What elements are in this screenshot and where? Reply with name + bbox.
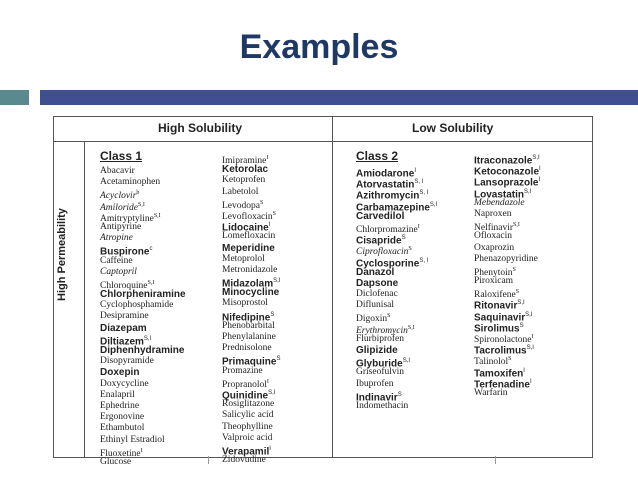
drug-item [474, 198, 541, 209]
drug-item [474, 377, 541, 391]
drug-name: Quinidine [222, 390, 269, 402]
drug-name: Spironolactone [474, 335, 532, 346]
drug-name: Atorvastatin [356, 179, 415, 191]
drug-item [222, 243, 280, 254]
drug-item [100, 446, 186, 457]
drug-item [100, 435, 186, 446]
drug-superscript: I [140, 447, 143, 454]
drug-superscript: I [266, 378, 269, 385]
drug-superscript: S,I [138, 201, 145, 208]
drug-name: Propranolol [222, 379, 267, 390]
drug-superscript: b [136, 190, 140, 197]
drug-name: Danazol [356, 266, 395, 278]
bcs-table [53, 116, 593, 467]
drug-name: Diphenhydramine [100, 345, 185, 356]
drug-name: Mebendazole [474, 197, 525, 208]
drug-superscript: S,I [525, 311, 533, 318]
drug-item [356, 311, 437, 325]
drug-name: Misoprostol [222, 298, 268, 309]
high-permeability-label: High Permeability [56, 208, 68, 301]
drug-name: Chlorpheniramine [100, 289, 186, 301]
drug-name: Amitryptyline [100, 213, 154, 224]
drug-item [474, 298, 541, 312]
drug-name: Atropine [100, 233, 133, 244]
drug-name: Acetaminophen [100, 177, 161, 188]
drug-name: Indinavir [356, 392, 398, 404]
drug-item [100, 401, 186, 412]
drug-item [474, 310, 541, 321]
drug-item [222, 187, 280, 198]
drug-item [356, 345, 437, 356]
drug-item [222, 399, 280, 410]
drug-superscript: S,I [429, 201, 438, 208]
drug-name: Ethambutol [100, 423, 145, 434]
drug-item [222, 354, 281, 368]
drug-superscript: S [272, 210, 276, 217]
drug-name: Minocycline [222, 287, 280, 299]
drug-superscript: S,I [517, 300, 525, 307]
drug-item [222, 455, 280, 466]
drug-superscript: I [268, 222, 271, 229]
drug-item [356, 222, 437, 236]
drug-item [222, 332, 280, 343]
drug-name: Meperidine [222, 242, 275, 254]
drug-item [222, 231, 280, 242]
drug-superscript: S [270, 311, 275, 318]
drug-name: Diclofenac [356, 289, 398, 300]
column-divider [332, 117, 333, 457]
drug-name: Diltiazem [100, 336, 144, 348]
drug-item [474, 243, 541, 254]
drug-superscript: S,I [407, 324, 415, 331]
drug-superscript: I [539, 166, 541, 173]
accent-bar-left [0, 90, 29, 105]
drug-name: Lidocaine [222, 222, 269, 234]
drug-name: Desipramine [100, 311, 149, 322]
drug-superscript: I [531, 334, 534, 340]
drug-item [474, 220, 541, 234]
drug-name: Phenobarbital [222, 320, 275, 331]
drug-name: Antipyrine [100, 221, 142, 232]
drug-item [222, 164, 280, 175]
drug-item [222, 410, 280, 421]
drug-name: Phenylalanine [222, 332, 276, 342]
drug-item [222, 153, 280, 167]
drug-superscript: S [515, 289, 520, 296]
drug-name: Chloroquine [100, 281, 148, 292]
drug-superscript: I [529, 378, 532, 385]
drug-name: Acyclovir [100, 191, 137, 202]
drug-name: Primaquine [222, 356, 277, 368]
drug-name: Ritonavir [474, 300, 518, 312]
drug-item [222, 276, 281, 290]
drug-name: Griseofulvin [356, 367, 405, 378]
drug-item [474, 388, 541, 399]
drug-superscript: S, I [419, 257, 429, 264]
drug-name: Raloxifene [474, 290, 516, 301]
drug-item [474, 332, 541, 346]
drug-name: Sirolimus [474, 323, 520, 335]
divider-tick [208, 456, 209, 464]
drug-name: Oxaprozin [474, 242, 515, 253]
drug-item [356, 244, 437, 258]
drug-name: Midazolam [222, 278, 274, 290]
drug-superscript: S [508, 356, 512, 363]
drug-item [474, 343, 541, 357]
drug-item [100, 233, 186, 244]
drug-name: Cyclosporine [356, 257, 420, 269]
drug-superscript: S,I [524, 188, 532, 195]
class2-column-a [356, 166, 437, 412]
drug-item [100, 267, 186, 278]
drug-item [356, 323, 437, 334]
drug-item [100, 244, 186, 258]
drug-name: Doxycycline [100, 378, 149, 389]
drug-name: Ephedrine [100, 400, 140, 411]
class2-label: Class 2 [356, 149, 399, 163]
drug-item [356, 233, 437, 247]
drug-item [356, 334, 437, 345]
drug-name: Saquinavir [474, 311, 526, 323]
drug-name: Dapsone [356, 277, 399, 289]
drug-item [100, 289, 186, 300]
drug-name: Salicylic acid [222, 410, 274, 421]
drug-item [222, 298, 280, 309]
drug-item [222, 254, 280, 265]
drug-item [356, 300, 437, 311]
drug-name: Ketorolac [222, 164, 269, 176]
drug-name: Labetolol [222, 186, 259, 197]
drug-item [100, 345, 186, 356]
drug-superscript: I [269, 445, 271, 452]
drug-item [100, 390, 186, 401]
drug-name: Flurbiprofen [356, 333, 405, 344]
drug-item [222, 209, 280, 223]
high-solubility-header: High Solubility [158, 121, 242, 135]
drug-item [474, 153, 541, 167]
drug-name: Chlorpromazine [356, 225, 418, 236]
table-header-row [54, 117, 592, 142]
drug-name: Talinolol [474, 357, 509, 368]
drug-name: Caffeine [100, 255, 133, 266]
drug-name: Zidovudine [222, 455, 266, 466]
low-solubility-header: Low Solubility [412, 121, 494, 135]
drug-name: Tacrolimus [474, 345, 527, 357]
drug-name: Glipizide [356, 345, 398, 356]
drug-name: Phenytoin [474, 268, 513, 279]
slide-title: Examples [239, 28, 399, 66]
drug-item [222, 310, 280, 321]
drug-name: Cisapride [356, 235, 402, 247]
drug-superscript: S [276, 356, 281, 363]
drug-item [474, 231, 541, 242]
drug-item [222, 343, 280, 354]
drug-item [474, 276, 541, 287]
drug-item [100, 300, 186, 311]
drug-item [100, 457, 186, 468]
drug-name: Glucose [100, 456, 132, 467]
drug-superscript: S,I [268, 389, 276, 396]
drug-item [474, 321, 541, 335]
drug-name: Verapamil [222, 446, 270, 458]
drug-item [474, 366, 541, 377]
drug-item [222, 444, 280, 458]
drug-superscript: I [266, 155, 269, 161]
drug-item [100, 334, 186, 348]
drug-superscript: S [397, 391, 402, 398]
drug-name: Indomethacin [356, 400, 409, 411]
drug-item [474, 265, 541, 279]
drug-item [356, 200, 437, 211]
drug-superscript: I [417, 223, 420, 230]
drug-superscript: S,I [147, 279, 155, 286]
drug-item [356, 356, 437, 370]
drug-name: Valproic acid [222, 432, 273, 443]
drug-item [222, 287, 280, 298]
drug-item [100, 379, 186, 390]
drug-name: Levofloxacin [222, 212, 273, 223]
class1-column-a [100, 166, 186, 468]
drug-name: Ibuprofen [356, 378, 394, 389]
drug-superscript: c [149, 246, 153, 253]
drug-superscript: S,I [513, 222, 520, 229]
drug-item [100, 177, 186, 188]
drug-item [474, 354, 541, 368]
drug-name: Lovastatin [474, 188, 525, 200]
drug-name: Captopril [100, 266, 137, 277]
drug-name: Tamoxifen [474, 367, 524, 379]
drug-name: Ketoprofen [222, 175, 266, 186]
drug-item [100, 278, 186, 292]
drug-superscript: I [523, 367, 525, 374]
drug-name: Enalapril [100, 389, 135, 400]
drug-item [100, 323, 186, 334]
drug-name: Metronidazole [222, 264, 278, 275]
drug-item [474, 254, 541, 265]
drug-name: Theophylline [222, 421, 273, 432]
drug-item [474, 175, 541, 189]
drug-superscript: S,I [153, 212, 161, 219]
drug-item [222, 175, 280, 186]
drug-item [474, 287, 541, 301]
class1-column-b [222, 153, 280, 466]
drug-item [100, 211, 186, 222]
drug-superscript: I [414, 168, 417, 174]
drug-name: Naproxen [474, 208, 512, 219]
drug-item [474, 209, 541, 220]
drug-name: Nifedipine [222, 311, 271, 323]
drug-superscript: S [387, 313, 391, 320]
drug-item [356, 289, 437, 300]
drug-name: Imipramine [222, 156, 267, 167]
drug-item [100, 367, 186, 378]
drug-name: Phenazopyridine [474, 253, 538, 264]
drug-name: Warfarin [474, 387, 508, 398]
drug-item [222, 422, 280, 433]
drug-item [100, 166, 186, 177]
drug-item [100, 412, 186, 423]
divider-tick [495, 456, 496, 464]
drug-name: Metoprolol [222, 253, 265, 264]
drug-superscript: S [408, 246, 412, 253]
drug-name: Rosiglitazone [222, 399, 275, 410]
drug-name: Ciprofloxacin [356, 247, 409, 258]
drug-item [356, 401, 437, 412]
drug-superscript: S [519, 322, 524, 329]
drug-name: Amiodarone [356, 168, 415, 180]
drug-item [100, 311, 186, 322]
drug-superscript: S,I [402, 358, 411, 365]
drug-item [356, 379, 437, 390]
drug-superscript: S,I [143, 335, 152, 342]
drug-name: Terfenadine [474, 379, 530, 391]
drug-name: Abacavir [100, 166, 135, 176]
drug-name: Piroxicam [474, 276, 514, 287]
drug-name: Azithromycin [356, 190, 420, 202]
drug-name: Lomefloxacin [222, 231, 276, 242]
drug-name: Ethinyl Estradiol [100, 434, 165, 445]
drug-item [222, 198, 280, 209]
drug-name: Ofloxacin [474, 231, 512, 242]
accent-bar-right [40, 90, 638, 105]
drug-superscript: I [538, 177, 541, 184]
drug-name: Lansoprazole [474, 177, 539, 189]
drug-item [356, 367, 437, 378]
drug-name: Ergonovine [100, 412, 145, 423]
drug-name: Doxepin [100, 367, 140, 379]
drug-superscript: S, I [414, 179, 424, 186]
drug-name: Levodopa [222, 200, 260, 211]
drug-name: Cyclophosphamide [100, 300, 174, 311]
drug-name: Ketoconazole [474, 166, 540, 178]
drug-superscript: S,I [526, 345, 534, 352]
drug-name: Carbamazepine [356, 201, 430, 213]
drug-name: Glyburide [356, 358, 403, 370]
drug-name: Carvedilol [356, 210, 405, 222]
side-column [54, 141, 85, 457]
drug-name: Fluoxetine [100, 448, 141, 459]
drug-superscript: S [260, 199, 264, 206]
drug-item [100, 356, 186, 367]
drug-item [222, 265, 280, 276]
drug-item [356, 390, 437, 404]
drug-name: Amiloride [100, 202, 138, 213]
drug-name: Erythromycin [356, 325, 408, 336]
drug-item [222, 377, 280, 388]
drug-item [356, 188, 437, 202]
drug-name: Disopyramide [100, 356, 154, 367]
drug-item [356, 256, 437, 267]
drug-item [474, 164, 541, 178]
drug-item [474, 187, 541, 198]
class1-label: Class 1 [100, 149, 143, 163]
drug-name: Digoxin [356, 314, 388, 325]
drug-superscript: S [401, 235, 406, 242]
drug-superscript: S,I [532, 155, 540, 161]
drug-superscript: S, I [419, 190, 429, 197]
drug-name: Diflunisal [356, 300, 394, 311]
drug-item [222, 321, 280, 332]
drug-item [356, 177, 437, 191]
drug-item [100, 423, 186, 434]
class2-column-b [474, 153, 541, 399]
drug-name: Itraconazole [474, 155, 533, 167]
drug-superscript: S,I [273, 278, 281, 285]
drug-item [222, 388, 280, 402]
drug-item [356, 166, 437, 180]
drug-name: Promazine [222, 365, 263, 376]
drug-name: Diazepam [100, 322, 147, 334]
drug-item [222, 433, 280, 444]
drug-item [100, 188, 186, 202]
drug-superscript: S [512, 266, 516, 273]
drug-name: Buspirone [100, 246, 150, 258]
drug-name: Prednisolone [222, 343, 272, 354]
drug-name: Nelfinavir [474, 223, 514, 234]
drug-item [356, 278, 437, 289]
drug-item [100, 200, 186, 211]
